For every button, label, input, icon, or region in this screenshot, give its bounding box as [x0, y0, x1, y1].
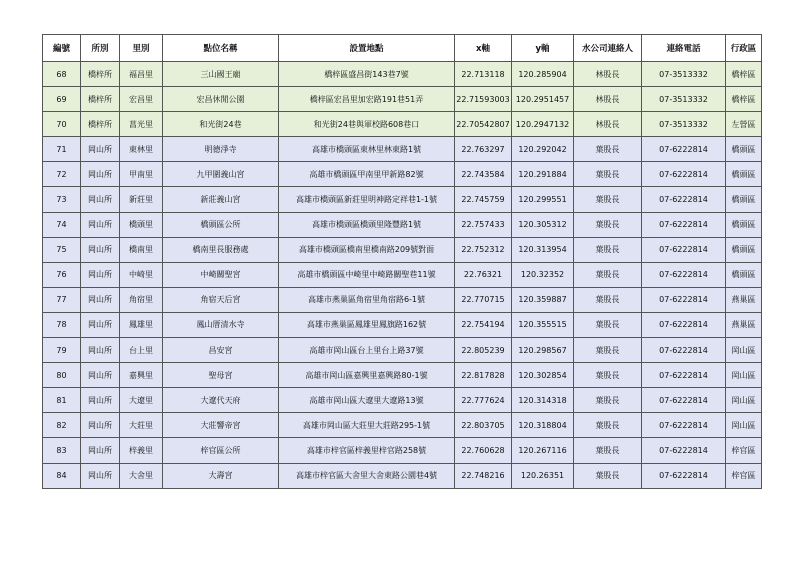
cell-site-name: 大莊響帝宮 [163, 413, 279, 438]
cell-village: 角宿里 [120, 287, 163, 312]
table-row [43, 112, 762, 137]
table-row [43, 287, 762, 312]
cell-contact: 葉股長 [574, 287, 642, 312]
cell-site-name: 大壽宮 [163, 463, 279, 488]
cell-phone: 07-6222814 [642, 413, 726, 438]
cell-phone: 07-6222814 [642, 137, 726, 162]
cell-x: 22.752312 [455, 237, 512, 262]
cell-id: 77 [43, 287, 81, 312]
cell-contact: 葉股長 [574, 463, 642, 488]
cell-district: 燕巢區 [726, 312, 762, 337]
cell-office: 橋梓所 [81, 112, 120, 137]
cell-site-name: 大遼代天府 [163, 388, 279, 413]
cell-district: 岡山區 [726, 363, 762, 388]
cell-id: 73 [43, 187, 81, 212]
cell-phone: 07-6222814 [642, 363, 726, 388]
cell-contact: 葉股長 [574, 363, 642, 388]
cell-site-name: 聖母宮 [163, 363, 279, 388]
cell-phone: 07-6222814 [642, 212, 726, 237]
cell-contact: 葉股長 [574, 388, 642, 413]
cell-district: 橋頭區 [726, 262, 762, 287]
cell-x: 22.748216 [455, 463, 512, 488]
cell-id: 78 [43, 312, 81, 337]
table-row [43, 137, 762, 162]
cell-x: 22.743584 [455, 162, 512, 187]
cell-y: 120.355515 [512, 312, 574, 337]
cell-district: 岡山區 [726, 338, 762, 363]
table-row [43, 62, 762, 87]
cell-contact: 林股長 [574, 87, 642, 112]
cell-y: 120.267116 [512, 438, 574, 463]
cell-village: 東林里 [120, 137, 163, 162]
cell-x: 22.754194 [455, 312, 512, 337]
header-contact: 水公司連絡人 [574, 35, 642, 62]
cell-contact: 葉股長 [574, 212, 642, 237]
cell-phone: 07-6222814 [642, 312, 726, 337]
cell-x: 22.71593003 [455, 87, 512, 112]
cell-contact: 林股長 [574, 62, 642, 87]
cell-location: 和光街24巷與軍校路608巷口 [279, 112, 455, 137]
cell-y: 120.302854 [512, 363, 574, 388]
cell-location: 高雄市燕巢區鳳雄里鳳旗路162號 [279, 312, 455, 337]
cell-village: 中崎里 [120, 262, 163, 287]
cell-location: 橋梓區盛昌街143巷7號 [279, 62, 455, 87]
table-row [43, 363, 762, 388]
header-row [43, 35, 762, 62]
table-row [43, 87, 762, 112]
cell-village: 嘉興里 [120, 363, 163, 388]
cell-y: 120.359887 [512, 287, 574, 312]
cell-contact: 葉股長 [574, 438, 642, 463]
table-row [43, 413, 762, 438]
cell-y: 120.26351 [512, 463, 574, 488]
cell-location: 高雄市梓官區梓義里梓官路258號 [279, 438, 455, 463]
cell-site-name: 梓官區公所 [163, 438, 279, 463]
cell-phone: 07-3513332 [642, 62, 726, 87]
cell-contact: 葉股長 [574, 137, 642, 162]
cell-id: 83 [43, 438, 81, 463]
cell-village: 橋頭里 [120, 212, 163, 237]
cell-x: 22.770715 [455, 287, 512, 312]
cell-phone: 07-6222814 [642, 338, 726, 363]
cell-x: 22.777624 [455, 388, 512, 413]
cell-location: 高雄市梓官區大舍里大舍東路公園巷4號 [279, 463, 455, 488]
cell-phone: 07-6222814 [642, 237, 726, 262]
cell-village: 福昌里 [120, 62, 163, 87]
cell-office: 岡山所 [81, 438, 120, 463]
cell-x: 22.745759 [455, 187, 512, 212]
cell-site-name: 角宿天后宮 [163, 287, 279, 312]
cell-village: 台上里 [120, 338, 163, 363]
header-phone: 連絡電話 [642, 35, 726, 62]
cell-district: 橋頭區 [726, 237, 762, 262]
cell-site-name: 鳳山厝清水寺 [163, 312, 279, 337]
cell-district: 岡山區 [726, 413, 762, 438]
cell-x: 22.70542807 [455, 112, 512, 137]
cell-site-name: 三山國王廟 [163, 62, 279, 87]
table-row [43, 463, 762, 488]
cell-location: 橋梓區宏昌里加宏路191巷51弄 [279, 87, 455, 112]
cell-y: 120.314318 [512, 388, 574, 413]
cell-office: 岡山所 [81, 338, 120, 363]
cell-location: 高雄市橋頭區橋南里橋南路209號對面 [279, 237, 455, 262]
table-row [43, 237, 762, 262]
cell-location: 高雄市橋頭區甲南里甲新路82號 [279, 162, 455, 187]
cell-district: 橋梓區 [726, 62, 762, 87]
cell-district: 左營區 [726, 112, 762, 137]
cell-office: 岡山所 [81, 187, 120, 212]
cell-id: 72 [43, 162, 81, 187]
cell-y: 120.2951457 [512, 87, 574, 112]
cell-y: 120.313954 [512, 237, 574, 262]
cell-x: 22.713118 [455, 62, 512, 87]
cell-village: 宏昌里 [120, 87, 163, 112]
cell-village: 甲南里 [120, 162, 163, 187]
cell-office: 橋梓所 [81, 62, 120, 87]
cell-location: 高雄市橋頭區橋頭里隆豐路1號 [279, 212, 455, 237]
cell-contact: 葉股長 [574, 413, 642, 438]
cell-village: 大遼里 [120, 388, 163, 413]
table-row [43, 262, 762, 287]
cell-district: 橋頭區 [726, 162, 762, 187]
table-body [43, 62, 762, 489]
cell-site-name: 九甲圍義山宮 [163, 162, 279, 187]
cell-office: 岡山所 [81, 137, 120, 162]
cell-y: 120.2947132 [512, 112, 574, 137]
cell-id: 79 [43, 338, 81, 363]
cell-site-name: 昌安宮 [163, 338, 279, 363]
cell-office: 岡山所 [81, 262, 120, 287]
cell-office: 岡山所 [81, 413, 120, 438]
cell-x: 22.760628 [455, 438, 512, 463]
cell-location: 高雄市岡山區大遼里大遼路13號 [279, 388, 455, 413]
cell-id: 68 [43, 62, 81, 87]
cell-id: 69 [43, 87, 81, 112]
cell-office: 岡山所 [81, 463, 120, 488]
cell-office: 岡山所 [81, 212, 120, 237]
cell-contact: 葉股長 [574, 338, 642, 363]
cell-y: 120.318804 [512, 413, 574, 438]
cell-village: 橋南里 [120, 237, 163, 262]
cell-office: 岡山所 [81, 237, 120, 262]
table-row [43, 388, 762, 413]
cell-id: 71 [43, 137, 81, 162]
cell-village: 大莊里 [120, 413, 163, 438]
cell-contact: 葉股長 [574, 187, 642, 212]
cell-office: 岡山所 [81, 162, 120, 187]
cell-phone: 07-3513332 [642, 87, 726, 112]
cell-site-name: 明德淨寺 [163, 137, 279, 162]
cell-district: 梓官區 [726, 438, 762, 463]
cell-x: 22.817828 [455, 363, 512, 388]
cell-location: 高雄市橋頭區東林里林東路1號 [279, 137, 455, 162]
header-location: 設置地點 [279, 35, 455, 62]
cell-district: 燕巢區 [726, 287, 762, 312]
cell-y: 120.292042 [512, 137, 574, 162]
cell-id: 75 [43, 237, 81, 262]
cell-location: 高雄市燕巢區角宿里角宿路6-1號 [279, 287, 455, 312]
cell-district: 岡山區 [726, 388, 762, 413]
cell-village: 新莊里 [120, 187, 163, 212]
cell-y: 120.32352 [512, 262, 574, 287]
cell-site-name: 新莊義山宮 [163, 187, 279, 212]
cell-phone: 07-6222814 [642, 162, 726, 187]
cell-x: 22.805239 [455, 338, 512, 363]
cell-office: 岡山所 [81, 312, 120, 337]
cell-village: 大舍里 [120, 463, 163, 488]
cell-id: 80 [43, 363, 81, 388]
header-id: 編號 [43, 35, 81, 62]
cell-id: 82 [43, 413, 81, 438]
cell-id: 81 [43, 388, 81, 413]
cell-office: 橋梓所 [81, 87, 120, 112]
cell-phone: 07-6222814 [642, 388, 726, 413]
table-row [43, 187, 762, 212]
cell-location: 高雄市岡山區大莊里大莊路295-1號 [279, 413, 455, 438]
cell-site-name: 中崎關聖宮 [163, 262, 279, 287]
cell-phone: 07-6222814 [642, 262, 726, 287]
header-village: 里別 [120, 35, 163, 62]
header-district: 行政區 [726, 35, 762, 62]
water-station-table [42, 34, 762, 489]
cell-phone: 07-6222814 [642, 287, 726, 312]
cell-village: 菖光里 [120, 112, 163, 137]
cell-x: 22.76321 [455, 262, 512, 287]
cell-district: 橋梓區 [726, 87, 762, 112]
table-row [43, 438, 762, 463]
cell-x: 22.763297 [455, 137, 512, 162]
cell-id: 74 [43, 212, 81, 237]
cell-district: 橋頭區 [726, 137, 762, 162]
header-site-name: 點位名稱 [163, 35, 279, 62]
cell-office: 岡山所 [81, 363, 120, 388]
cell-x: 22.757433 [455, 212, 512, 237]
cell-site-name: 宏昌休閒公園 [163, 87, 279, 112]
cell-y: 120.299551 [512, 187, 574, 212]
cell-y: 120.305312 [512, 212, 574, 237]
header-office: 所別 [81, 35, 120, 62]
cell-site-name: 和光街24巷 [163, 112, 279, 137]
cell-contact: 葉股長 [574, 162, 642, 187]
cell-location: 高雄市橋頭區新莊里明神路定祥巷1-1號 [279, 187, 455, 212]
cell-phone: 07-6222814 [642, 187, 726, 212]
cell-office: 岡山所 [81, 287, 120, 312]
cell-location: 高雄市岡山區嘉興里嘉興路80-1號 [279, 363, 455, 388]
cell-y: 120.285904 [512, 62, 574, 87]
cell-location: 高雄市岡山區台上里台上路37號 [279, 338, 455, 363]
cell-phone: 07-6222814 [642, 463, 726, 488]
cell-office: 岡山所 [81, 388, 120, 413]
cell-district: 梓官區 [726, 463, 762, 488]
header-y: y軸 [512, 35, 574, 62]
cell-x: 22.803705 [455, 413, 512, 438]
cell-id: 76 [43, 262, 81, 287]
cell-y: 120.298567 [512, 338, 574, 363]
table-row [43, 312, 762, 337]
cell-y: 120.291884 [512, 162, 574, 187]
cell-id: 84 [43, 463, 81, 488]
cell-site-name: 橋頭區公所 [163, 212, 279, 237]
cell-contact: 葉股長 [574, 237, 642, 262]
table-row [43, 162, 762, 187]
cell-phone: 07-6222814 [642, 438, 726, 463]
cell-village: 梓義里 [120, 438, 163, 463]
cell-id: 70 [43, 112, 81, 137]
cell-location: 高雄市橋頭區中崎里中崎路關聖巷11號 [279, 262, 455, 287]
table-row [43, 338, 762, 363]
table-row [43, 212, 762, 237]
cell-contact: 葉股長 [574, 262, 642, 287]
cell-contact: 葉股長 [574, 312, 642, 337]
cell-district: 橋頭區 [726, 212, 762, 237]
cell-phone: 07-3513332 [642, 112, 726, 137]
cell-district: 橋頭區 [726, 187, 762, 212]
cell-village: 鳳雄里 [120, 312, 163, 337]
cell-site-name: 橋南里長服務處 [163, 237, 279, 262]
header-x: x軸 [455, 35, 512, 62]
cell-contact: 林股長 [574, 112, 642, 137]
